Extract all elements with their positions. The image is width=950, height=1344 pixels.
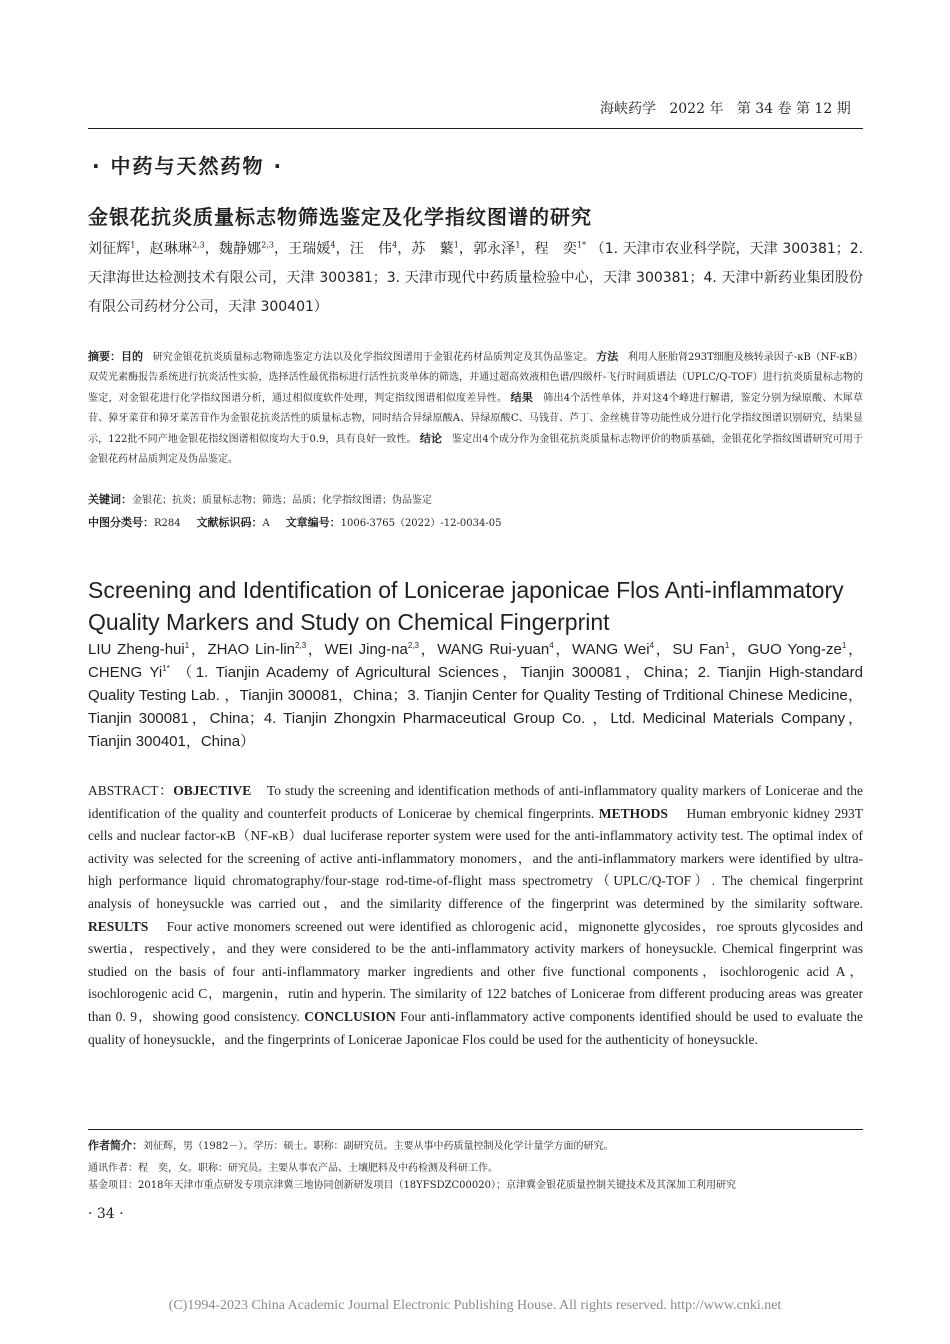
en-methods-label: METHODS (598, 805, 668, 821)
en-abstract-label: ABSTRACT： (88, 783, 174, 798)
running-header (600, 98, 851, 118)
en-affiliations: （1. Tianjin Academy of Agricultural Sciences，Tianjin 300081，China；2. Tianjin High-standard Quality Testing Lab. ，Tianjin 300081，China；3. Tianjin Center for Quality Testing of Trditional Chinese Medicine，Tianjin 300081，China；4. Tianjin Zhongxin Pharmaceutical Group Co. ，Ltd. Medicinal Materials Company，Tianjin 300401，China） (88, 664, 863, 750)
cn-classification (88, 514, 501, 530)
doc-code-value: A (262, 518, 270, 529)
en-author: WANG Rui-yuan$^4$ (437, 641, 554, 658)
cn-results-text: 筛出4个活性单体，并对这4个峰进行解谱，鉴定分别为绿原酸、木犀草苷、獐牙菜苷和獐牙菜苦苷作为金银花抗炎活性的质量标志物，同时结合异绿原酸A、异绿原酸C、马钱苷、芦丁、金丝桃苷等功能性成分进行化学指纹图谱识别研究，结果显示，122批不同产地金银花指纹图谱相似度均大于0.9，具有良好一致性。 (88, 393, 863, 445)
cn-author: 程 奕$^{1*}$ (534, 240, 587, 257)
en-methods-text: Human embryonic kidney 293T cells and nuclear factor-κB（NF-κB）dual luciferase reporter system were used for the anti-inflammatory activity test. The optimal index of activity was selected for the screening of active anti-inflammatory monomers，and the anti-inflammatory markers were identified by ultra-high performance liquid chromatography/four-stage rod-time-of-flight mass spectrometry（UPLC/Q-TOF）. The chemical fingerprint analysis of honeysuckle was carried out，and the similarity difference of the fingerprint was determined by the similarity software. (88, 805, 864, 911)
copyright-watermark: (C)1994-2023 China Academic Journal Electronic Publishing House. All rights reserved. http://www.cnki.net (168, 1298, 782, 1313)
cn-abstract-label: 摘要： (88, 350, 122, 363)
cn-keywords (88, 491, 432, 507)
page-number: · 34 · (88, 1206, 124, 1222)
cn-methods-text: 利用人胚胎肾293T细胞及核转录因子-κB（NF-κB）双荧光素酶报告系统进行抗炎活性实验，选择活性最优指标进行活性抗炎单体的筛选，并通过超高效液相色谱/四级杆-飞行时间质谱法（UPLC/Q-TOF）进行抗炎质量标志物的鉴定，对金银花进行化学指纹图谱分析，通过相似度软件处理，判定指纹图谱相似度差异性。 (88, 352, 864, 404)
footnote-corresponding: 通讯作者：程 奕，女。职称：研究员。主要从事农产品、土壤肥料及中药检测及科研工作。 (88, 1163, 498, 1174)
journal-name: 海峡药学 (600, 101, 656, 117)
cn-conclusion-text: 鉴定出4个成分作为金银花抗炎质量标志物评价的物质基础，金银花化学指纹图谱研究可用于金银花药材品质判定及伪品鉴定。 (88, 434, 863, 465)
en-conclusion-text: Four anti-inflammatory active components identified should be used to evaluate the quality of honeysuckle，and the fingerprints of Lonicerae Japonicae Flos could be used for the authenticity of honeysuckle. (88, 1008, 864, 1047)
en-author: GUO Yong-$ze^1$ (747, 641, 847, 658)
cn-authors (88, 235, 863, 322)
en-author: ZHAO Lin-lin$^{2,3}$ (207, 641, 307, 658)
en-author: CHENG $Yi^{1*}$ (88, 664, 170, 681)
cn-objective-text: 研究金银花抗炎质量标志物筛选鉴定方法以及化学指纹图谱用于金银花药材品质判定及其伪品鉴定。 (152, 352, 594, 363)
journal-volume-issue: 第 34 卷 第 12 期 (736, 101, 851, 117)
journal-year: 2022 年 (669, 101, 724, 117)
clc-value: R284 (154, 518, 181, 529)
en-author: LIU Zheng-hui$^1$ (88, 641, 190, 658)
en-abstract (88, 780, 863, 1051)
en-author: SU Fan$^1$ (672, 641, 730, 658)
footnote-author (88, 1137, 613, 1153)
en-results-text: Four active monomers screened out were identified as chlorogenic acid，mignonette glycosides，roe sprouts glycosides and swertia，respectively，and they were considered to be the anti-inflammatory activity markers of honeysuckle. Chemical fingerprint was studied on the basis of four anti-inflammatory marker ingredients and other five functional components，isochlorogenic acid A，isochlorogenic acid C，margenin，rutin and hyperin. The similarity of 122 batches of Lonicerae from different producing areas was greater than 0. 9，showing good consistency. (88, 918, 863, 1024)
cn-conclusion-label: 结论 (419, 432, 443, 445)
article-no-value: 1006-3765（2022）-12-0034-05 (340, 518, 502, 529)
cn-author: 汪 伟$^4$ (349, 240, 398, 257)
section-label: · 中药与天然药物 · (92, 154, 284, 178)
footnote-funding: 基金项目：2018年天津市重点研发专项京津冀三地协同创新研发项目（18YFSDZC00020）；京津冀金银花质量控制关键技术及其深加工利用研究 (88, 1180, 736, 1191)
cn-author: 郭永泽$^1$ (473, 240, 521, 257)
cn-author-names: 刘征辉$^1$，赵琳琳$^{2,3}$，魏静娜$^{2,3}$，王瑞媛$^4$，汪 伟$^4$，苏 蘩$^1$，郭永泽$^1$，程 奕$^{1*}$ (88, 240, 587, 257)
cn-author: 王瑞媛$^4$ (288, 240, 336, 257)
en-author-names: LIU Zheng-hui$^1$，ZHAO Lin-lin$^{2,3}$，WEI Jing-na$^{2,3}$，WANG Rui-yuan$^4$，WANG Wei$^4$，SU Fan$^1$，GUO Yong-$ze^1$，CHENG $Yi^{1*}$ (88, 641, 863, 681)
cn-affiliations: （1. 天津市农业科学院，天津 300381；2. 天津海世达检测技术有限公司，天津 300381；3. 天津市现代中药质量检验中心，天津 300381；4. 天津中新药业集团股份有限公司药材分公司，天津 300401） (88, 241, 864, 315)
cn-author: 苏 蘩$^1$ (411, 240, 459, 257)
footnote-rule (88, 1129, 863, 1130)
cn-results-label: 结果 (510, 391, 534, 404)
en-author: WANG Wei$^4$ (572, 641, 654, 658)
clc-label: 中图分类号： (88, 516, 154, 529)
cn-abstract (88, 347, 863, 470)
cn-title: 金银花抗炎质量标志物筛选鉴定及化学指纹图谱的研究 (88, 205, 592, 229)
cn-methods-label: 方法 (596, 350, 619, 363)
doc-code-label: 文献标识码： (196, 516, 263, 529)
en-conclusion-label: CONCLUSION (304, 1008, 396, 1024)
en-objective-label: OBJECTIVE (173, 783, 252, 798)
cn-objective-label: 目的 (121, 350, 144, 363)
cn-author: 赵琳琳$^{2,3}$ (149, 240, 205, 257)
cn-author: 魏静娜$^{2,3}$ (218, 240, 274, 257)
cn-author: 刘征辉$^1$ (88, 240, 136, 257)
en-authors (88, 638, 863, 753)
footnote-author-text: 刘征辉，男（1982－）。学历：硕士。职称：副研究员。主要从事中药质量控制及化学计量学方面的研究。 (143, 1141, 614, 1152)
en-objective-text: To study the screening and identification methods of anti-inflammatory quality markers of Lonicerae and the identification of the quality and counterfeit products of Lonicerae by chemical fingerprints. (88, 783, 863, 821)
en-title: Screening and Identification of Lonicerae japonicae Flos Anti-inflammatory Quality Markers and Study on Chemical Fingerprint (88, 577, 844, 635)
en-author: WEI Jing-na$^{2,3}$ (324, 641, 419, 658)
cn-keywords-label: 关键词： (88, 493, 132, 506)
footnote-author-label: 作者简介： (88, 1139, 143, 1152)
cn-keywords-text: 金银花；抗炎；质量标志物；筛选；品质；化学指纹图谱；伪品鉴定 (132, 495, 432, 506)
en-results-label: RESULTS (88, 918, 149, 934)
header-rule (88, 128, 863, 129)
article-no-label: 文章编号： (285, 516, 341, 529)
